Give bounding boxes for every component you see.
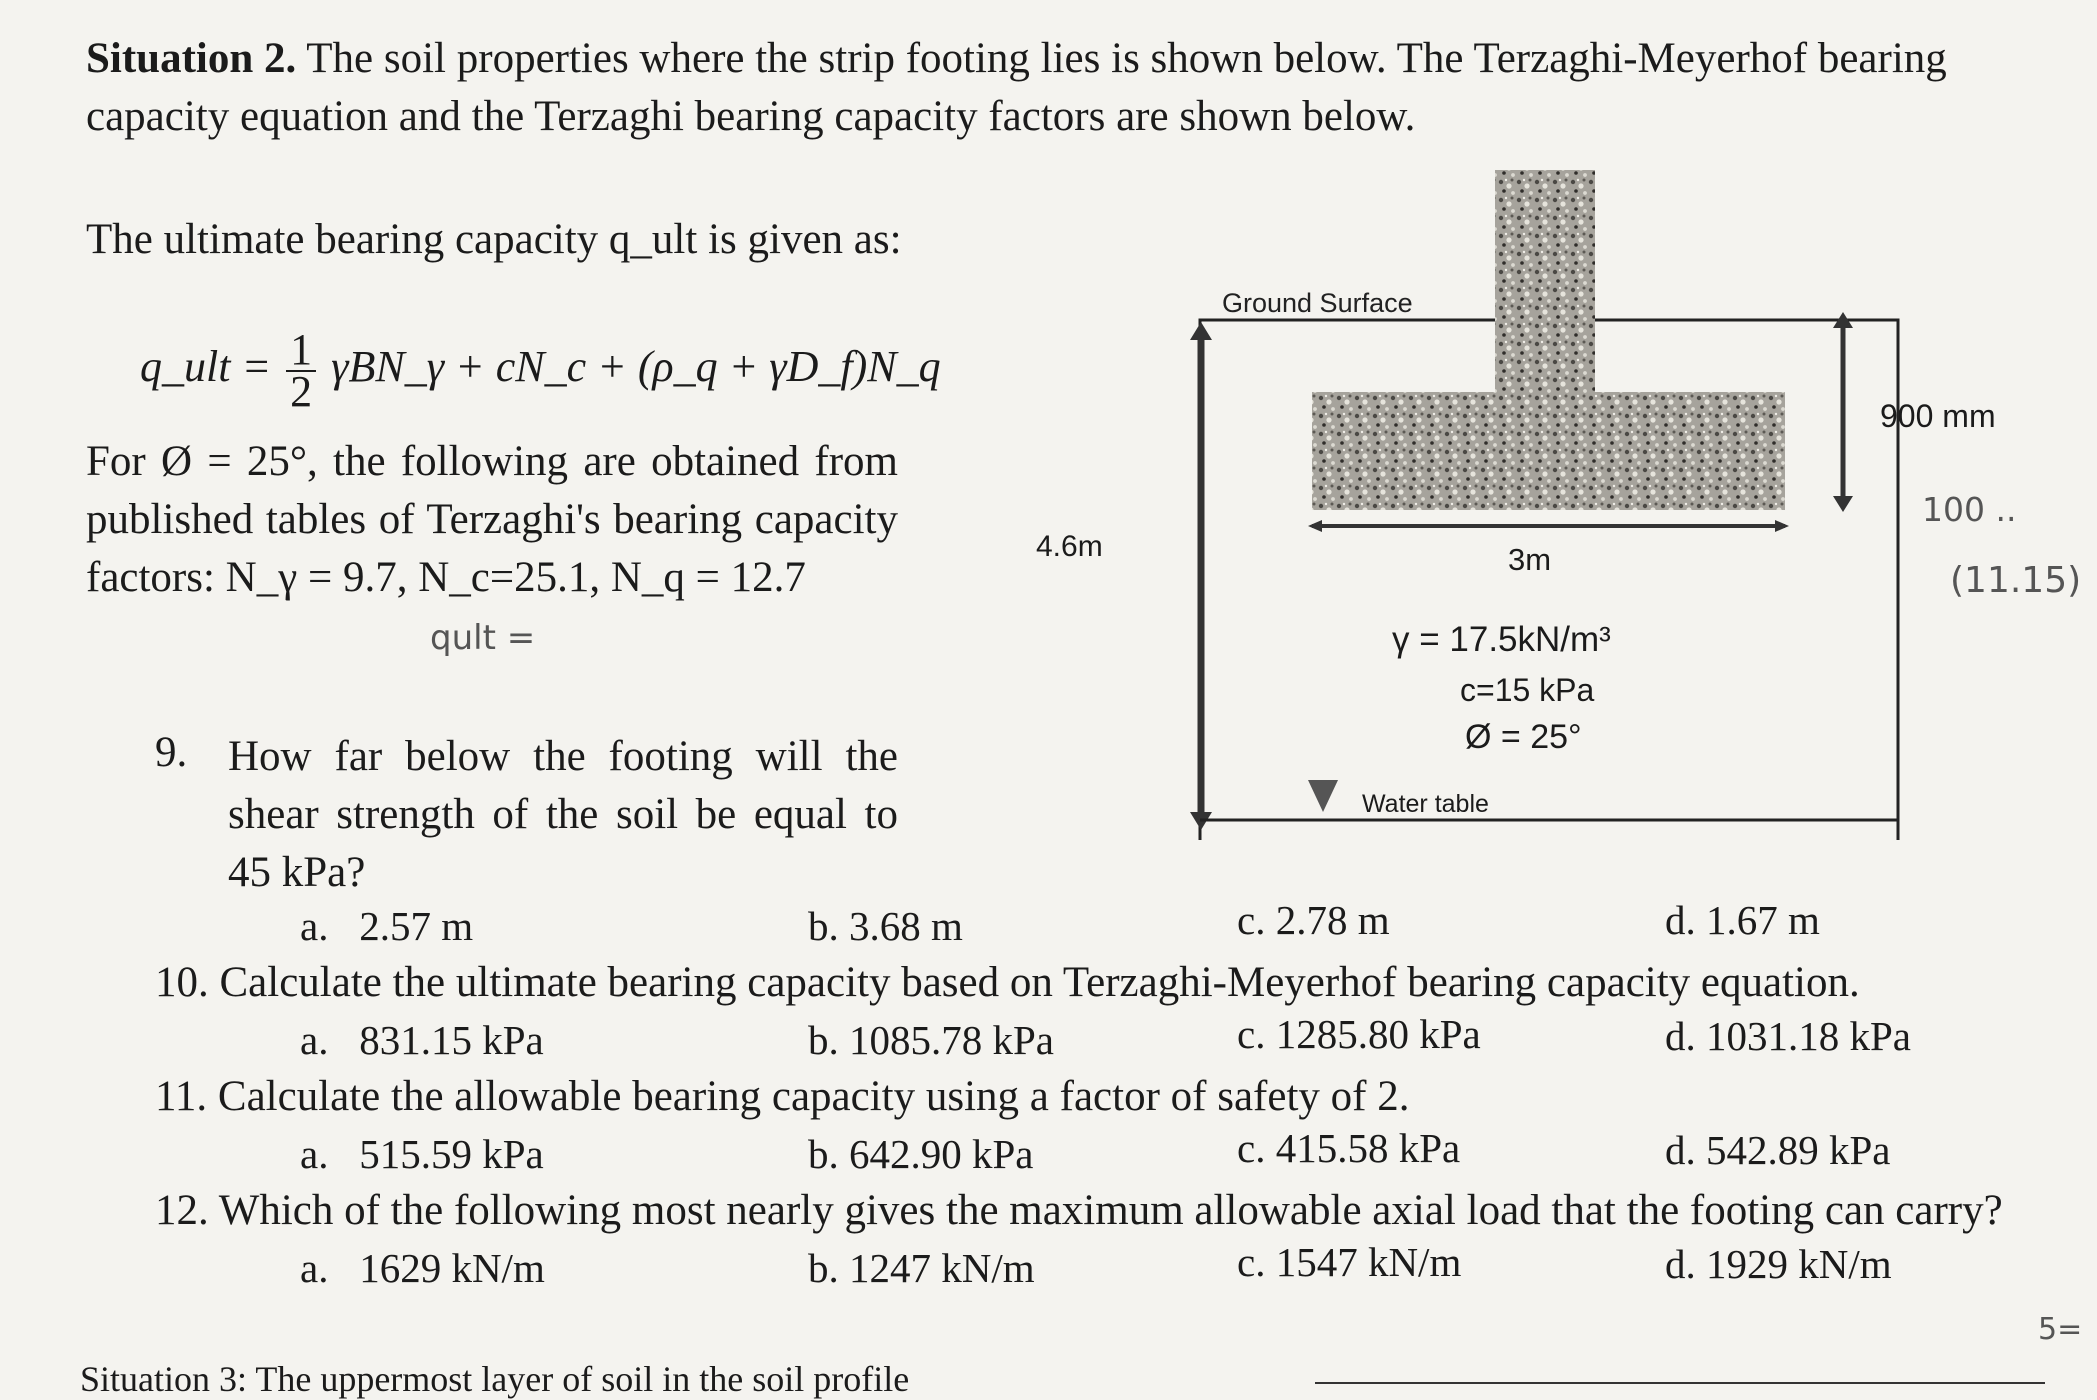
equation-rhs: γBN_γ + cN_c + (ρ_q + γD_f)N_q — [331, 342, 941, 392]
q9-option-a[interactable] — [300, 902, 473, 950]
q12-option-d[interactable] — [1665, 1240, 1892, 1288]
option-letter: c. — [1237, 897, 1266, 943]
option-letter: a. — [300, 1017, 329, 1063]
question-number: 10. — [155, 959, 209, 1006]
situation-heading: Situation 2. — [86, 35, 297, 82]
option-value: 1.67 m — [1706, 897, 1820, 943]
question-10 — [155, 958, 1860, 1007]
option-letter: a. — [300, 1131, 329, 1177]
option-letter: d. — [1665, 1241, 1696, 1287]
q10-option-b[interactable] — [808, 1016, 1054, 1064]
q11-option-b[interactable] — [808, 1130, 1034, 1178]
option-value: 542.89 kPa — [1706, 1127, 1891, 1173]
option-letter: b. — [808, 1245, 839, 1291]
option-letter: a. — [300, 903, 329, 949]
q12-option-a[interactable] — [300, 1244, 545, 1292]
bearing-equation — [140, 325, 941, 416]
question-11 — [155, 1072, 1409, 1121]
option-value: 1929 kN/m — [1706, 1241, 1892, 1287]
footing-column — [1495, 170, 1595, 400]
fraction-denominator: 2 — [290, 367, 313, 416]
option-letter: c. — [1237, 1011, 1266, 1057]
handwritten-mm-note: 100 .. — [1922, 490, 2017, 529]
question-number: 11. — [155, 1073, 208, 1120]
option-letter: b. — [808, 1131, 839, 1177]
cohesion-label: c=15 kPa — [1460, 672, 1595, 708]
ultimate-intro: The ultimate bearing capacity q_ult is given as: — [86, 216, 902, 263]
q11-option-d[interactable] — [1665, 1126, 1891, 1174]
option-value: 1285.80 kPa — [1275, 1011, 1481, 1057]
equation-fraction — [286, 325, 316, 416]
question-text: Calculate the ultimate bearing capacity based on Terzaghi-Meyerhof bearing capacity equation. — [219, 959, 1860, 1006]
q12-option-c[interactable] — [1237, 1238, 1461, 1286]
option-letter: c. — [1237, 1239, 1266, 1285]
water-depth-label: 4.6m — [1036, 530, 1103, 563]
option-value: 1629 kN/m — [359, 1245, 545, 1291]
option-letter: d. — [1665, 897, 1696, 943]
question-9-number: 9. — [155, 729, 188, 776]
footing-depth-label: 900 mm — [1880, 398, 1996, 434]
equation-lhs: q_ult = — [140, 342, 272, 392]
option-letter: b. — [808, 1017, 839, 1063]
option-value: 2.78 m — [1275, 897, 1390, 943]
footing-pad — [1312, 392, 1785, 510]
option-value: 2.57 m — [359, 903, 474, 949]
option-letter: b. — [808, 903, 839, 949]
width-label: 3m — [1508, 542, 1552, 577]
q11-option-a[interactable] — [300, 1130, 544, 1178]
question-text: Which of the following most nearly gives the maximum allowable axial load that the footing can carry? — [218, 1187, 2003, 1234]
question-9-text: How far below the footing will the shear strength of the soil be equal to 45 kPa? — [228, 733, 898, 896]
q9-option-b[interactable] — [808, 902, 963, 950]
option-letter: d. — [1665, 1013, 1696, 1059]
situation-text: The soil properties where the strip footing lies is shown below. The Terzaghi-Meyerhof bearing capacity equation and the Terzaghi bearing capacity factors are shown below. — [86, 35, 1947, 140]
water-table-icon — [1308, 780, 1338, 812]
factors-text: For Ø = 25°, the following are obtained from published tables of Terzaghi's bearing capacity factors: N_γ = 9.7, N_c=25.1, N_q = 12.7 — [86, 438, 898, 601]
unit-weight-label: γ = 17.5kN/m³ — [1392, 620, 1611, 659]
option-value: 1031.18 kPa — [1706, 1013, 1911, 1059]
question-12 — [155, 1186, 2003, 1235]
option-value: 1547 kN/m — [1275, 1239, 1462, 1285]
situation-2-intro — [86, 30, 2066, 146]
handwritten-qult: qult = — [430, 618, 536, 658]
q9-option-d[interactable] — [1665, 896, 1820, 944]
handwritten-corner-mark: 5= — [2038, 1312, 2083, 1347]
option-value: 831.15 kPa — [359, 1017, 544, 1063]
option-letter: c. — [1237, 1125, 1266, 1171]
situation-3-partial: Situation 3: The uppermost layer of soil in the soil profile — [80, 1359, 910, 1399]
option-value: 642.90 kPa — [849, 1131, 1034, 1177]
q10-option-d[interactable] — [1665, 1012, 1911, 1060]
option-value: 515.59 kPa — [359, 1131, 544, 1177]
option-letter: a. — [300, 1245, 329, 1291]
option-value: 1247 kN/m — [849, 1245, 1035, 1291]
option-value: 1085.78 kPa — [849, 1017, 1054, 1063]
ground-surface-label: Ground Surface — [1222, 288, 1413, 318]
option-letter: d. — [1665, 1127, 1696, 1173]
q9-option-c[interactable] — [1237, 896, 1390, 944]
option-value: 415.58 kPa — [1275, 1125, 1461, 1171]
handwritten-answer: (11.15) — [1950, 560, 2082, 601]
question-number: 12. — [155, 1187, 209, 1234]
q10-option-c[interactable] — [1237, 1010, 1481, 1058]
option-value: 3.68 m — [849, 903, 963, 949]
q10-option-a[interactable] — [300, 1016, 544, 1064]
fraction-numerator: 1 — [286, 330, 316, 372]
question-text: Calculate the allowable bearing capacity using a factor of safety of 2. — [217, 1073, 1410, 1120]
q12-option-b[interactable] — [808, 1244, 1035, 1292]
friction-angle-label: Ø = 25° — [1465, 718, 1582, 756]
water-table-label: Water table — [1362, 790, 1489, 818]
divider-line — [1315, 1382, 2045, 1384]
q11-option-c[interactable] — [1237, 1124, 1460, 1172]
